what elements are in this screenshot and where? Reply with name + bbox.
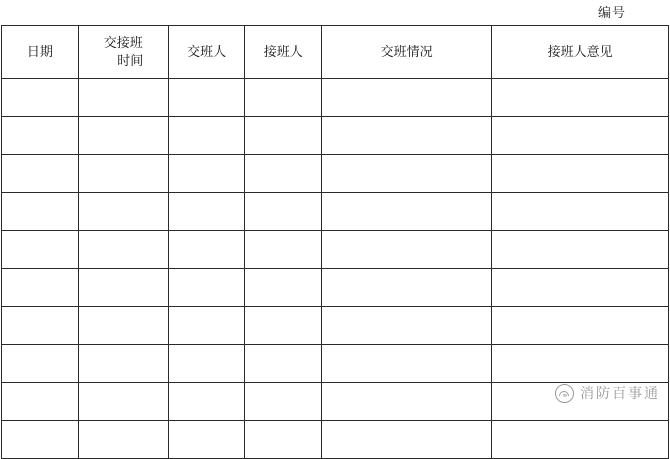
table-cell-date[interactable] xyxy=(2,117,79,155)
table-row xyxy=(2,117,669,155)
shift-handover-table-wrapper xyxy=(1,25,669,459)
column-header-takeover-opinion xyxy=(492,26,669,79)
table-cell-handover_time[interactable] xyxy=(78,345,168,383)
table-cell-handover_situation[interactable] xyxy=(322,79,492,117)
table-cell-takeover_person[interactable] xyxy=(245,117,322,155)
table-cell-takeover_person[interactable] xyxy=(245,345,322,383)
table-cell-date[interactable] xyxy=(2,307,79,345)
table-cell-takeover_opinion[interactable] xyxy=(492,421,669,459)
watermark-text: 消防百事通 xyxy=(580,385,660,401)
column-header-handover-person xyxy=(168,26,245,79)
table-cell-date[interactable] xyxy=(2,421,79,459)
table-row xyxy=(2,307,669,345)
table-cell-takeover_opinion[interactable] xyxy=(492,193,669,231)
column-header-handover-time xyxy=(78,26,168,79)
table-cell-handover_person[interactable] xyxy=(168,117,245,155)
column-header-date-label: 日期 xyxy=(26,44,53,60)
column-header-takeover-opinion-label: 接班人意见 xyxy=(547,44,613,60)
table-cell-takeover_opinion[interactable] xyxy=(492,79,669,117)
table-row xyxy=(2,193,669,231)
table-cell-handover_situation[interactable] xyxy=(322,117,492,155)
table-cell-handover_situation[interactable] xyxy=(322,155,492,193)
table-cell-takeover_person[interactable] xyxy=(245,383,322,421)
table-cell-handover_situation[interactable] xyxy=(322,421,492,459)
table-cell-takeover_opinion[interactable] xyxy=(492,117,669,155)
table-cell-handover_time[interactable] xyxy=(78,79,168,117)
table-cell-takeover_person[interactable] xyxy=(245,307,322,345)
table-cell-takeover_person[interactable] xyxy=(245,269,322,307)
table-cell-takeover_person[interactable] xyxy=(245,155,322,193)
table-cell-date[interactable] xyxy=(2,269,79,307)
table-header-row xyxy=(2,26,669,79)
column-header-handover-time-label-2: 时间 xyxy=(117,53,144,68)
table-cell-handover_time[interactable] xyxy=(78,155,168,193)
table-cell-date[interactable] xyxy=(2,231,79,269)
table-row xyxy=(2,269,669,307)
table-cell-date[interactable] xyxy=(2,383,79,421)
table-row xyxy=(2,383,669,421)
table-cell-takeover_opinion[interactable] xyxy=(492,231,669,269)
table-cell-takeover_opinion[interactable] xyxy=(492,155,669,193)
column-header-date xyxy=(2,26,79,79)
table-body xyxy=(2,79,669,459)
column-header-takeover-person xyxy=(245,26,322,79)
table-cell-handover_time[interactable] xyxy=(78,307,168,345)
table-cell-handover_person[interactable] xyxy=(168,383,245,421)
table-cell-takeover_person[interactable] xyxy=(245,231,322,269)
column-header-handover-situation xyxy=(322,26,492,79)
document-number-label: 编号 xyxy=(597,5,626,20)
table-cell-handover_time[interactable] xyxy=(78,269,168,307)
table-row xyxy=(2,79,669,117)
table-cell-date[interactable] xyxy=(2,79,79,117)
table-cell-handover_situation[interactable] xyxy=(322,269,492,307)
table-cell-handover_situation[interactable] xyxy=(322,383,492,421)
table-cell-takeover_opinion[interactable] xyxy=(492,269,669,307)
table-cell-handover_time[interactable] xyxy=(78,231,168,269)
column-header-handover-time-label-1: 交接班 xyxy=(103,35,143,51)
table-cell-date[interactable] xyxy=(2,345,79,383)
table-cell-handover_situation[interactable] xyxy=(322,345,492,383)
table-cell-handover_person[interactable] xyxy=(168,421,245,459)
table-cell-handover_person[interactable] xyxy=(168,345,245,383)
table-cell-takeover_person[interactable] xyxy=(245,193,322,231)
column-header-handover-person-label: 交班人 xyxy=(187,44,227,60)
table-row xyxy=(2,421,669,459)
table-cell-takeover_person[interactable] xyxy=(245,79,322,117)
table-cell-handover_person[interactable] xyxy=(168,193,245,231)
table-header xyxy=(2,26,669,79)
column-header-takeover-person-label: 接班人 xyxy=(263,44,303,60)
table-cell-handover_person[interactable] xyxy=(168,307,245,345)
table-cell-handover_time[interactable] xyxy=(78,421,168,459)
table-row xyxy=(2,345,669,383)
table-row xyxy=(2,155,669,193)
table-cell-handover_person[interactable] xyxy=(168,269,245,307)
table-cell-takeover_person[interactable] xyxy=(245,421,322,459)
table-cell-handover_person[interactable] xyxy=(168,155,245,193)
table-cell-takeover_opinion[interactable] xyxy=(492,383,669,421)
table-cell-handover_time[interactable] xyxy=(78,383,168,421)
table-cell-date[interactable] xyxy=(2,155,79,193)
table-row xyxy=(2,231,669,269)
table-cell-handover_situation[interactable] xyxy=(322,193,492,231)
shift-handover-table xyxy=(1,25,669,459)
table-cell-handover_person[interactable] xyxy=(168,79,245,117)
table-cell-takeover_opinion[interactable] xyxy=(492,307,669,345)
table-cell-handover_situation[interactable] xyxy=(322,307,492,345)
table-cell-handover_person[interactable] xyxy=(168,231,245,269)
table-cell-takeover_opinion[interactable] xyxy=(492,345,669,383)
table-cell-handover_situation[interactable] xyxy=(322,231,492,269)
table-cell-handover_time[interactable] xyxy=(78,117,168,155)
column-header-handover-situation-label: 交班情况 xyxy=(380,44,433,60)
table-cell-date[interactable] xyxy=(2,193,79,231)
table-cell-handover_time[interactable] xyxy=(78,193,168,231)
